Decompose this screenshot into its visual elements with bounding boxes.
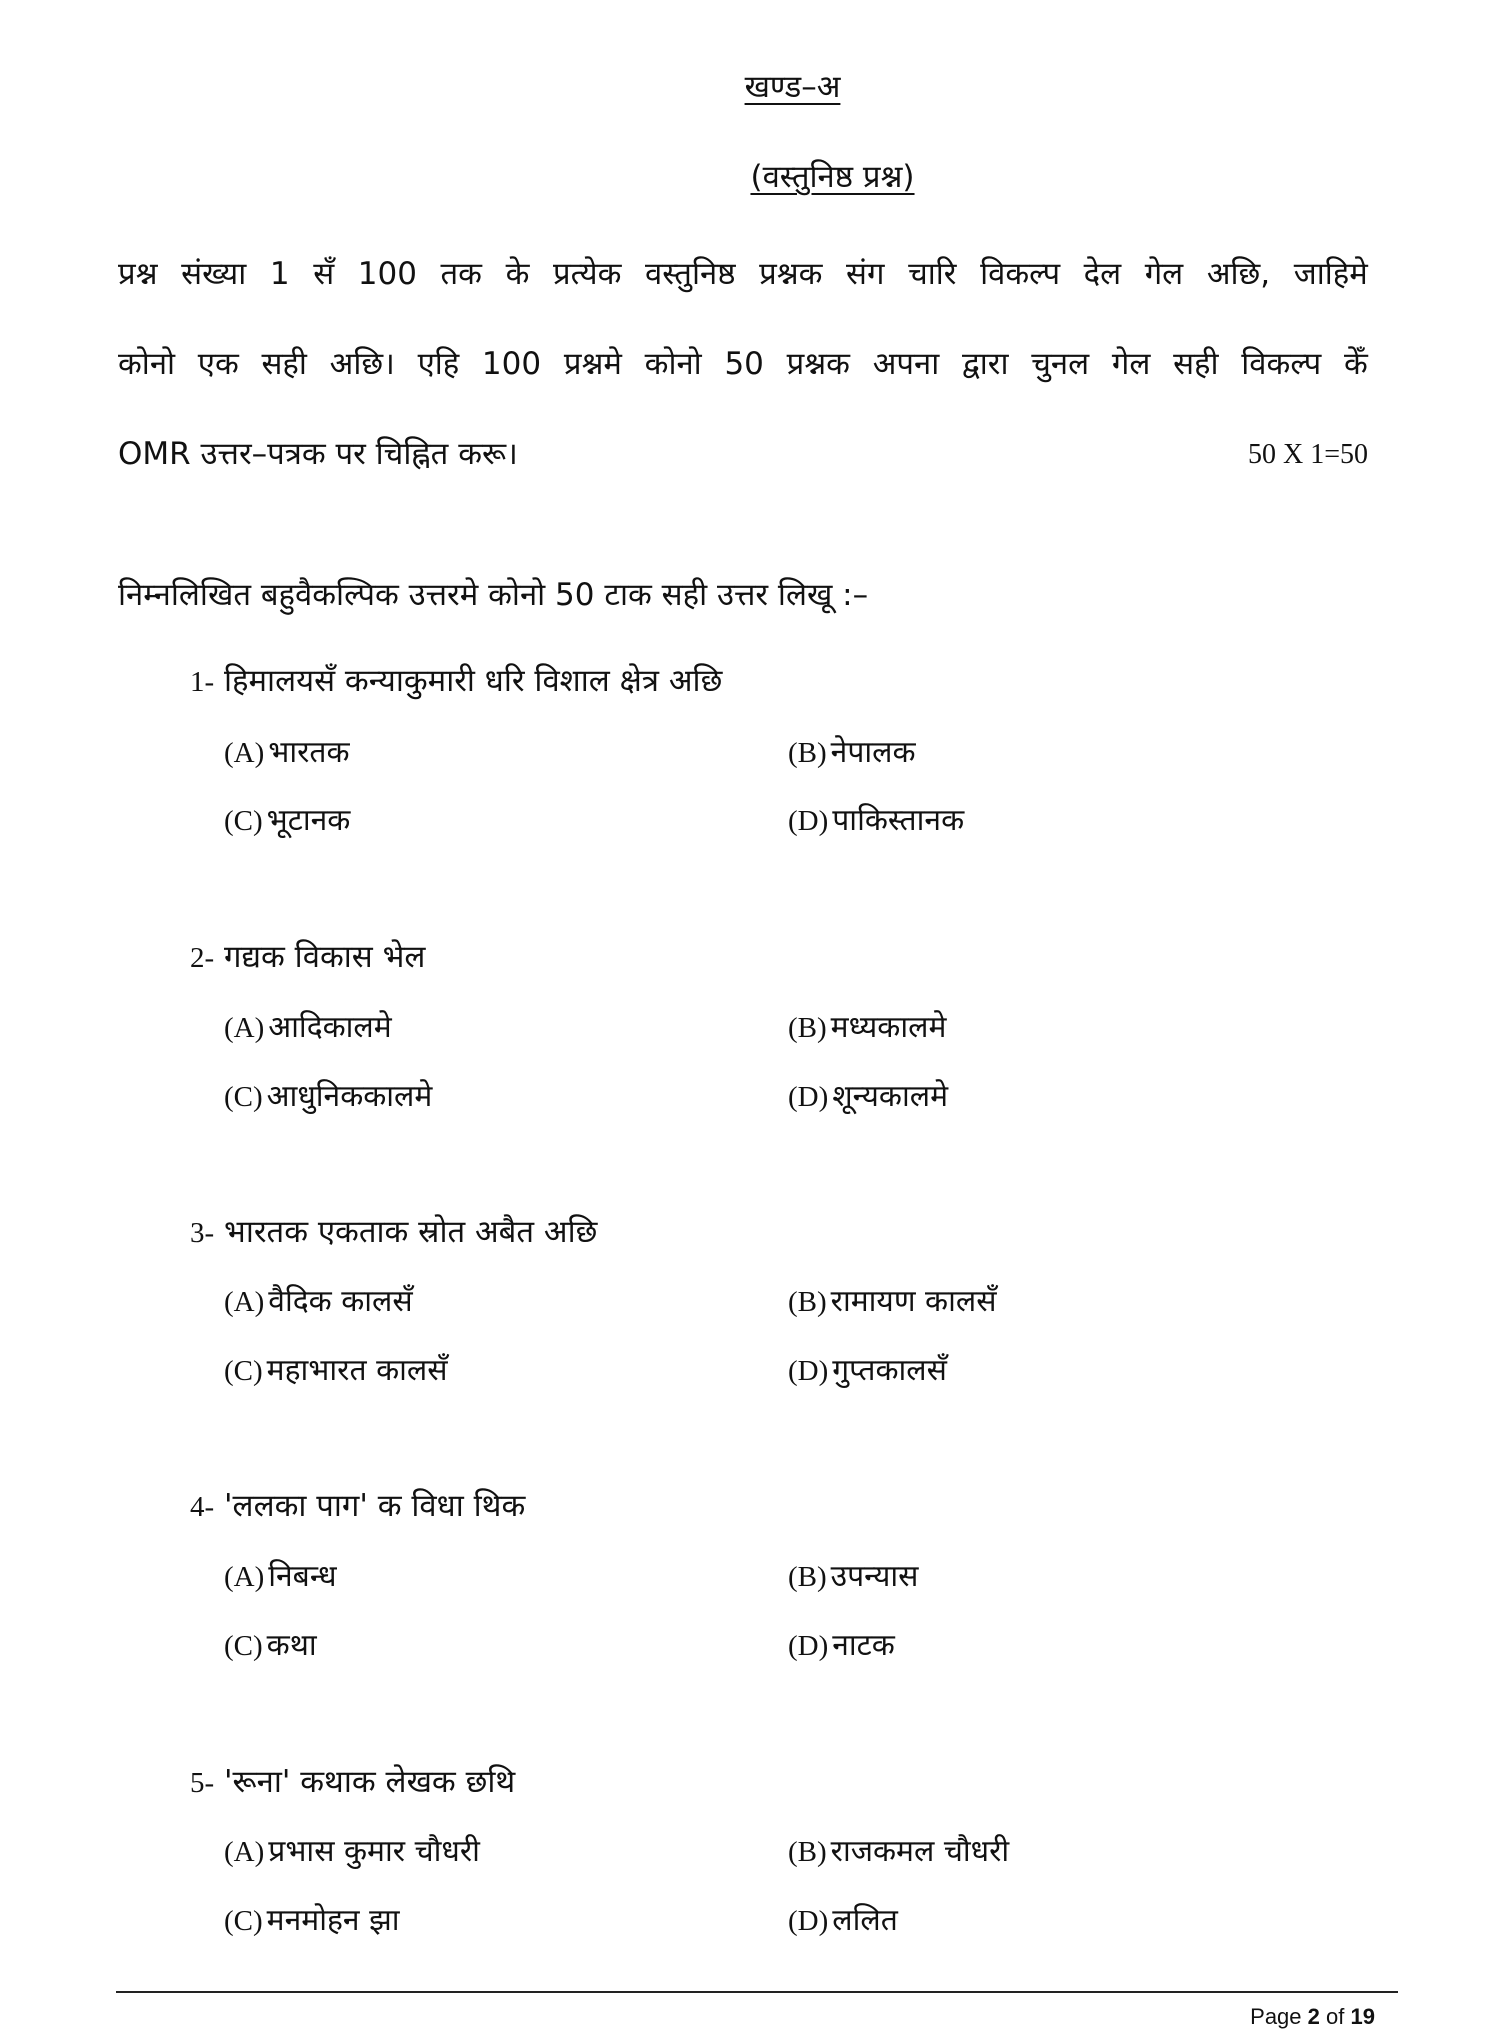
page-number: Page 2 of 19: [1250, 2004, 1375, 2029]
option-b: (B) नेपालक: [788, 735, 916, 770]
instruction-word: द्वारा: [961, 346, 1009, 382]
instruction-word: सही: [261, 346, 307, 382]
instruction-word: अछि।: [329, 346, 395, 382]
instruction-word: कोनो: [644, 346, 702, 382]
option-c: (C) महाभारत कालसँ: [224, 1353, 448, 1388]
option-c: (C) आधुनिककालमे: [224, 1079, 433, 1114]
instruction-word: अछि,: [1206, 256, 1271, 292]
section-heading: खण्ड–अ: [744, 69, 841, 105]
instruction-word: तक: [440, 256, 482, 292]
instruction-word: विकल्प: [1241, 346, 1322, 382]
question-stem: 2- गद्यक विकास भेल: [190, 939, 426, 975]
option-b: (B) मध्यकालमे: [788, 1010, 947, 1045]
option-b: (B) राजकमल चौधरी: [788, 1834, 1010, 1869]
instruction-word: देल: [1083, 256, 1122, 292]
instruction-word: कोनो: [118, 346, 176, 382]
question-stem: 1- हिमालयसँ कन्याकुमारी धरि विशाल क्षेत्र अछि: [190, 663, 723, 699]
option-c: (C) भूटानक: [224, 803, 351, 838]
instruction-word: विकल्प: [980, 256, 1061, 292]
instruction-line-1: [118, 256, 1368, 292]
option-b: (B) रामायण कालसँ: [788, 1284, 997, 1319]
question-stem: 3- भारतक एकताक स्रोत अबैत अछि: [190, 1214, 598, 1250]
instruction-word: के: [505, 256, 530, 292]
instruction-word: चारि: [908, 256, 957, 292]
marks-allocation: 50 X 1=50: [1247, 439, 1368, 470]
instruction-word: सही: [1173, 346, 1219, 382]
option-a: (A) आदिकालमे: [224, 1010, 392, 1045]
option-d: (D) शून्यकालमे: [788, 1079, 949, 1114]
question-stem: 4- 'ललका पाग' क विधा थिक: [190, 1488, 526, 1524]
instruction-line-2: [118, 346, 1368, 382]
option-c: (C) मनमोहन झा: [224, 1903, 400, 1938]
instruction-word: संख्या: [181, 256, 247, 292]
option-a: (A) भारतक: [224, 735, 350, 770]
instruction-word: चुनल: [1031, 346, 1090, 382]
option-d: (D) पाकिस्तानक: [788, 803, 965, 838]
instruction-word: प्रश्नक: [759, 256, 823, 292]
option-b: (B) उपन्यास: [788, 1559, 919, 1594]
instruction-word: केँ: [1343, 346, 1368, 382]
option-d: (D) गुप्तकालसँ: [788, 1353, 947, 1388]
instruction-word: प्रत्येक: [553, 256, 622, 292]
instruction-word: गेल: [1111, 346, 1151, 382]
section-subheading: (वस्तुनिष्ठ प्रश्न): [750, 159, 915, 195]
instruction-word: वस्तुनिष्ठ: [645, 256, 736, 292]
option-a: (A) वैदिक कालसँ: [224, 1284, 413, 1319]
instruction-word: अपना: [872, 346, 940, 382]
instruction-word: प्रश्न: [118, 256, 158, 292]
option-a: (A) निबन्ध: [224, 1559, 337, 1594]
instruction-word: प्रश्नक: [786, 346, 850, 382]
instruction-word: 50: [724, 346, 764, 382]
instruction-word: प्रश्नमे: [563, 346, 622, 382]
instruction-word: 100: [357, 256, 417, 292]
instruction-word: संग: [846, 256, 885, 292]
option-d: (D) ललित: [788, 1903, 898, 1938]
option-a: (A) प्रभास कुमार चौधरी: [224, 1834, 480, 1869]
question-stem: 5- 'रूना' कथाक लेखक छथि: [190, 1764, 516, 1800]
option-d: (D) नाटक: [788, 1628, 895, 1663]
footer-divider: [116, 1991, 1398, 1993]
instruction-word: सँ: [313, 256, 335, 292]
instruction-word: एक: [197, 346, 239, 382]
instruction-word: जाहिमे: [1293, 256, 1368, 292]
instruction-word: एहि: [417, 346, 460, 382]
option-c: (C) कथा: [224, 1628, 317, 1663]
lead-instruction: निम्नलिखित बहुवैकल्पिक उत्तरमे कोनो 50 टाक सही उत्तर लिखू :–: [118, 577, 869, 613]
instruction-word: 1: [269, 256, 290, 292]
instruction-word: 100: [481, 346, 542, 382]
instruction-line-3: OMR उत्तर–पत्रक पर चिह्नित करू।: [118, 436, 518, 472]
instruction-word: गेल: [1144, 256, 1184, 292]
